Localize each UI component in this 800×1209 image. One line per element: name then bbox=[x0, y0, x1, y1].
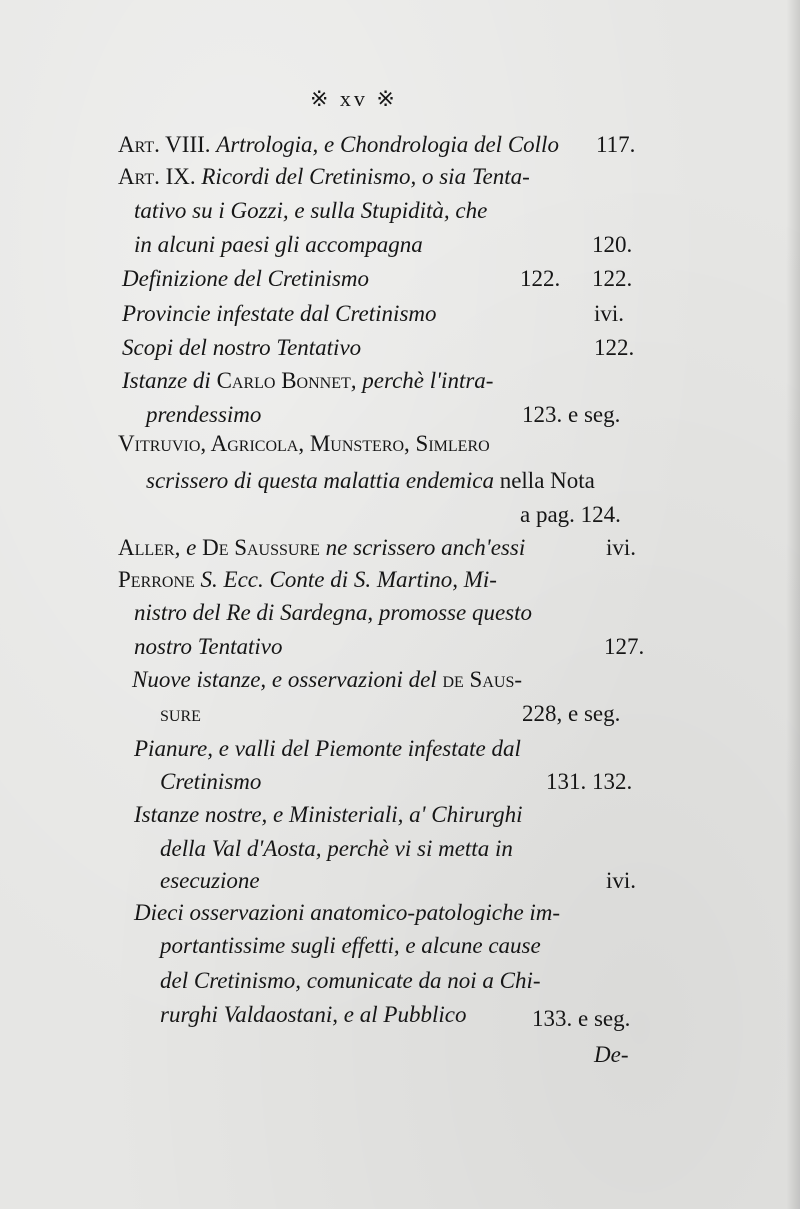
toc-line: sure bbox=[160, 701, 201, 726]
toc-line bbox=[132, 665, 522, 695]
catchword: De- bbox=[594, 1042, 629, 1067]
page-number: 120. bbox=[592, 232, 633, 257]
toc-line bbox=[118, 130, 559, 160]
toc-line: Dieci osservazioni anatomico-patologiche im- bbox=[134, 900, 561, 925]
toc-line: Scopi del nostro Tentativo bbox=[122, 335, 362, 360]
page-number: ivi. bbox=[594, 301, 625, 326]
author-name: de Saus- bbox=[442, 667, 523, 692]
entry-text: , perchè l'intra- bbox=[350, 368, 494, 393]
page-number: 133. e seg. bbox=[532, 1006, 631, 1031]
entry-text: Ricordi del Cretinismo, o sia Tenta- bbox=[201, 164, 530, 189]
entry-text: scrissero di questa malattia endemica bbox=[146, 468, 494, 493]
toc-line: rurghi Valdaostani, e al Pubblico bbox=[160, 1002, 467, 1027]
toc-line bbox=[118, 162, 530, 192]
toc-line: esecuzione bbox=[160, 868, 260, 893]
entry-text: nella Nota bbox=[493, 468, 595, 493]
entry-text: , e bbox=[174, 535, 203, 560]
toc-line: Vitruvio, Agricola, Munstero, Simlero bbox=[118, 431, 490, 456]
page-number: a pag. 124. bbox=[520, 502, 621, 527]
toc-line: nostro Tentativo bbox=[134, 634, 283, 659]
entry-text: Nuove istanze, e osservazioni del bbox=[132, 667, 443, 692]
toc-line: tativo su i Gozzi, e sulla Stupidità, che bbox=[134, 198, 488, 223]
page-number: 131. 132. bbox=[546, 769, 633, 794]
page-number: 123. e seg. bbox=[522, 402, 621, 427]
toc-line bbox=[118, 533, 525, 563]
toc-line: Provincie infestate dal Cretinismo bbox=[122, 301, 437, 326]
page-header: ※ xv ※ bbox=[310, 86, 398, 111]
author-name: Carlo Bonnet bbox=[216, 368, 351, 393]
page-number: 127. bbox=[604, 634, 645, 659]
page-number: 122. bbox=[592, 266, 633, 291]
author-name: Perrone bbox=[118, 567, 195, 592]
page-number: ivi. bbox=[606, 868, 637, 893]
toc-line: della Val d'Aosta, perchè vi si metta in bbox=[160, 836, 513, 861]
page-edge-shadow bbox=[786, 0, 800, 1209]
page-number: 117. bbox=[596, 132, 636, 157]
page-number: 122. bbox=[520, 266, 561, 291]
toc-line: Definizione del Cretinismo bbox=[122, 266, 370, 291]
toc-line bbox=[118, 565, 497, 595]
entry-text: Artrologia, e Chondrologia del Collo bbox=[216, 132, 559, 157]
author-name: Aller bbox=[118, 535, 175, 560]
author-name: De Saussure bbox=[202, 535, 320, 560]
page-number: ivi. bbox=[606, 535, 637, 560]
toc-line: Pianure, e valli del Piemonte infestate dal bbox=[134, 736, 521, 761]
article-number: Art. VIII. bbox=[118, 132, 217, 157]
toc-line: Istanze nostre, e Ministeriali, a' Chirurghi bbox=[134, 802, 523, 827]
toc-line: Cretinismo bbox=[160, 769, 262, 794]
toc-line bbox=[146, 466, 595, 496]
toc-line: prendessimo bbox=[146, 402, 262, 427]
entry-text: Istanze di bbox=[122, 368, 217, 393]
entry-text: S. Ecc. Conte di S. Martino, Mi- bbox=[194, 567, 497, 592]
entry-text: ne scrissero anch'essi bbox=[319, 535, 526, 560]
toc-line: in alcuni paesi gli accompagna bbox=[134, 232, 423, 257]
page-number: 122. bbox=[594, 335, 635, 360]
toc-line: del Cretinismo, comunicate da noi a Chi- bbox=[160, 968, 541, 993]
toc-line: nistro del Re di Sardegna, promosse questo bbox=[134, 600, 532, 625]
toc-line bbox=[122, 366, 493, 396]
toc-line: portantissime sugli effetti, e alcune cause bbox=[160, 933, 541, 958]
article-number: Art. IX. bbox=[118, 164, 202, 189]
page-number: 228, e seg. bbox=[522, 701, 621, 726]
